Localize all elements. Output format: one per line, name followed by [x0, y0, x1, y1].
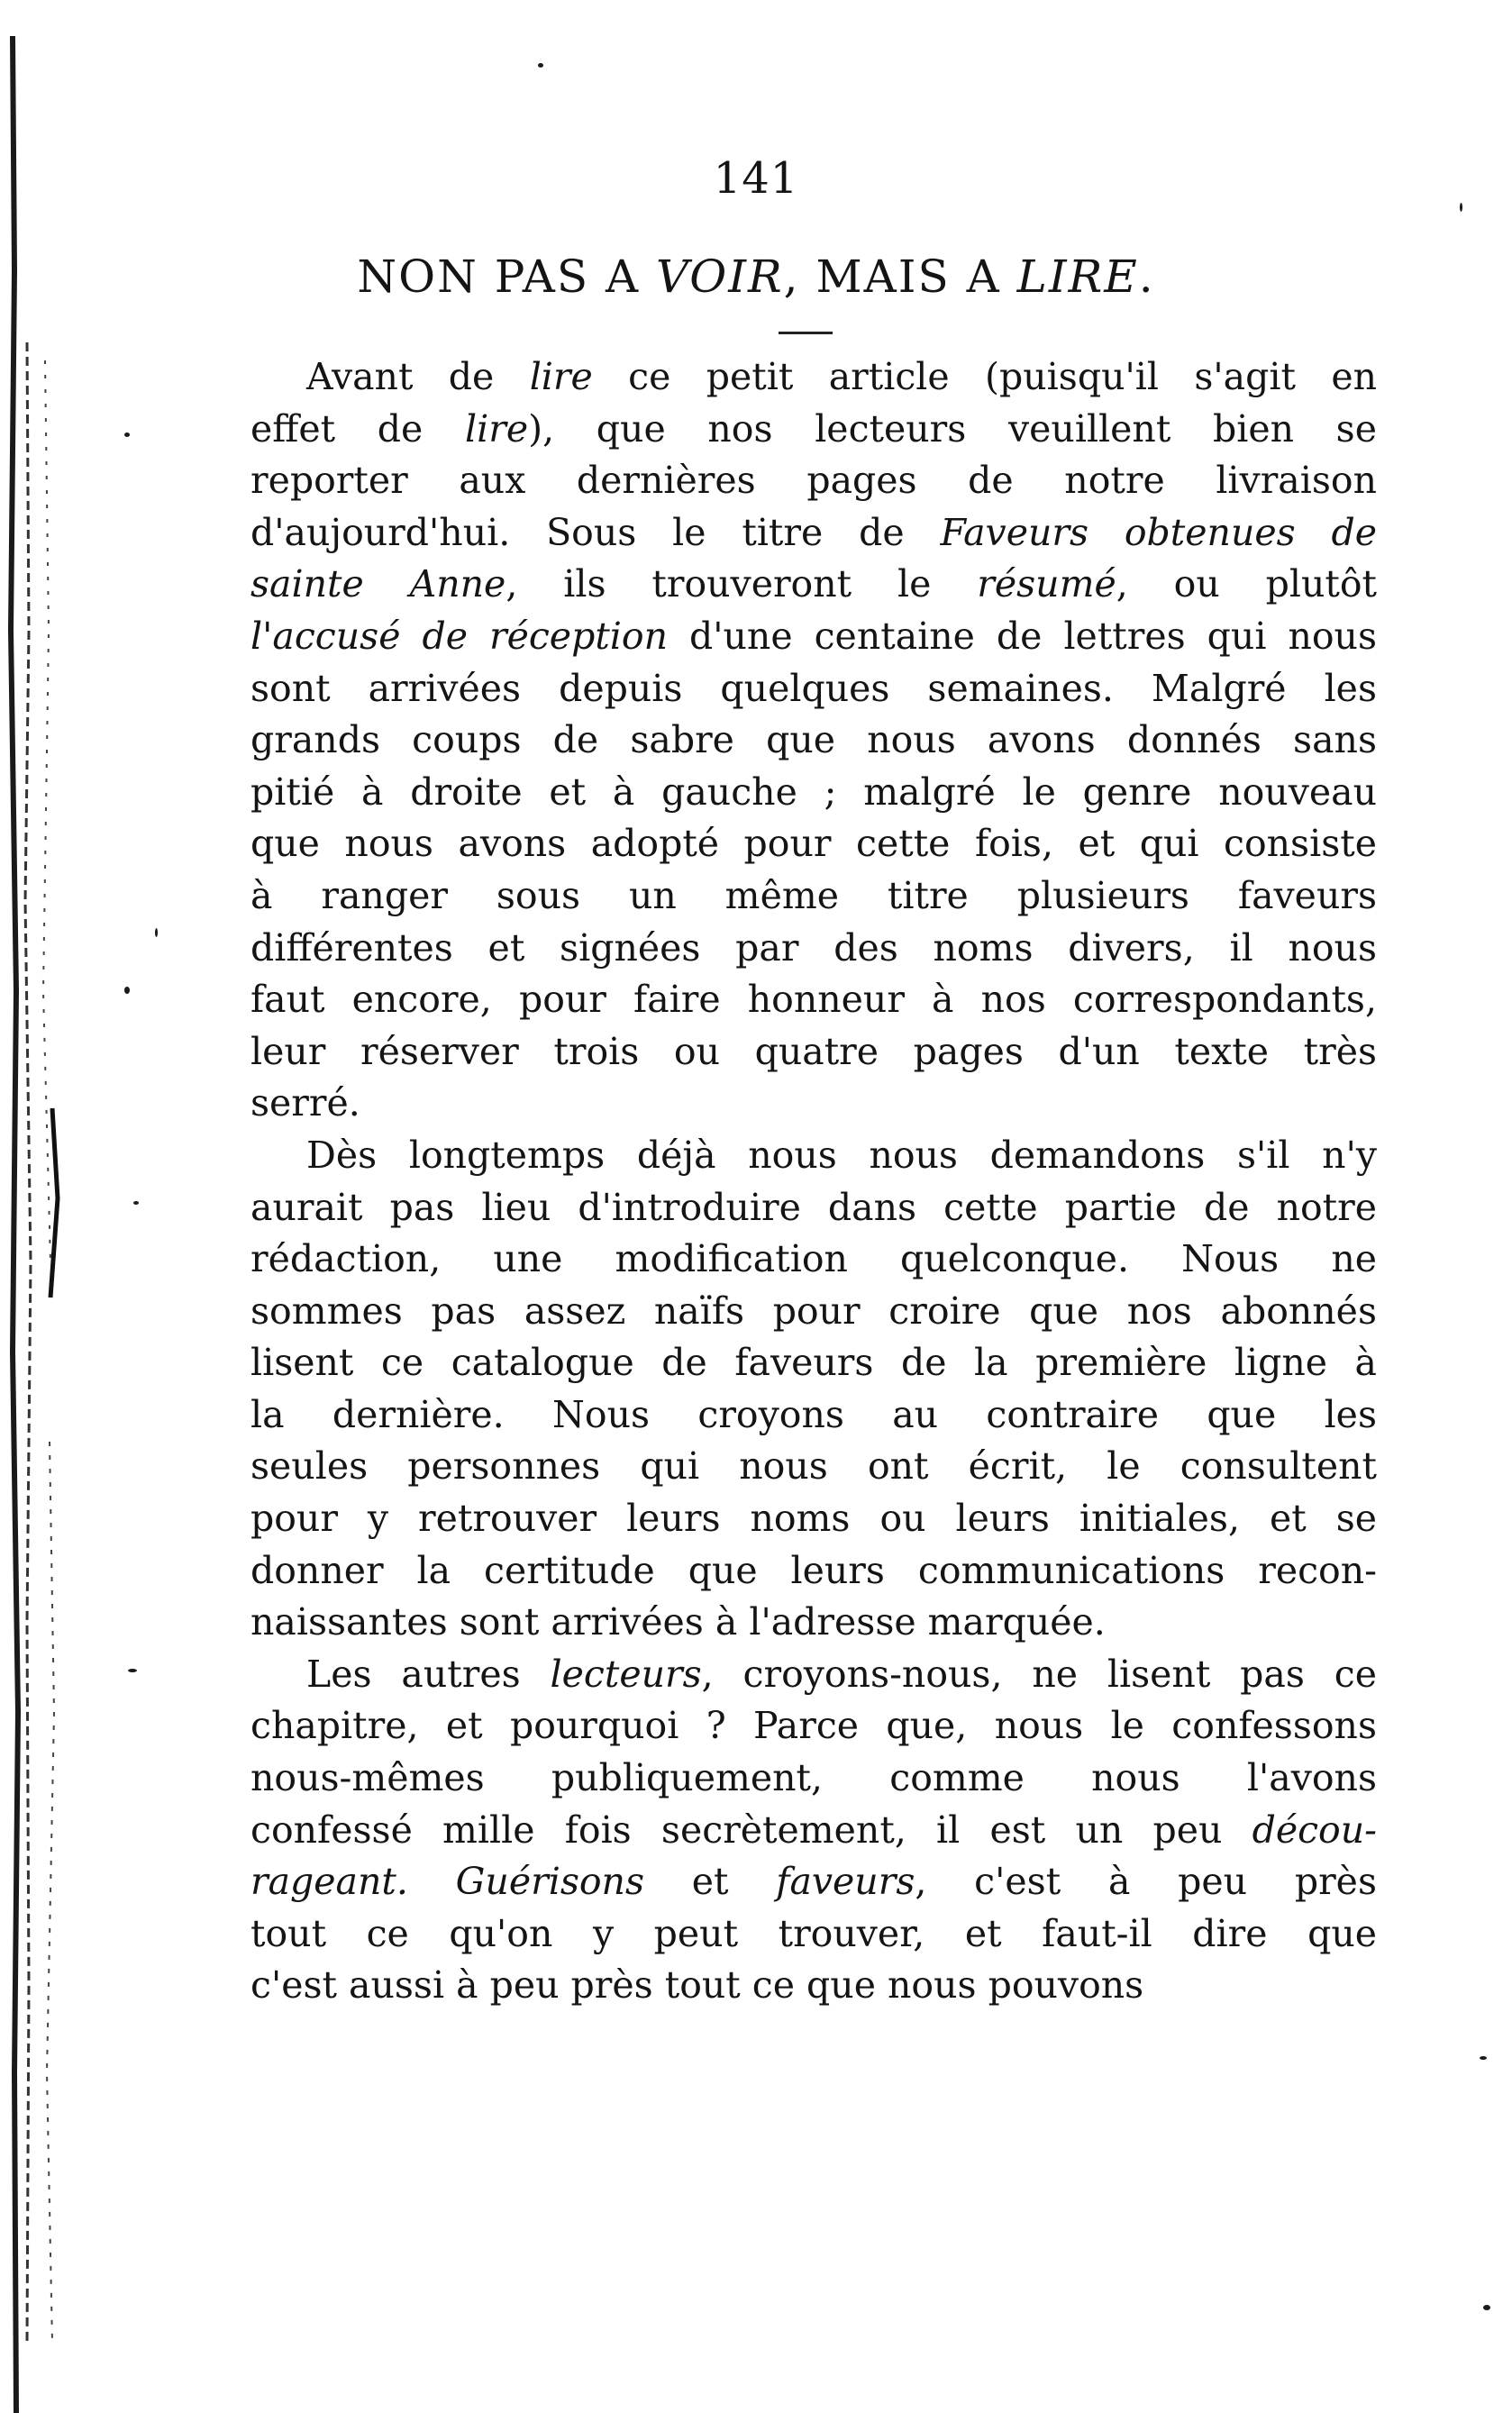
- italic-text: sainte Anne: [250, 562, 506, 606]
- text-run: c'est aussi à peu près tout ce que nous pouvons: [250, 1963, 1144, 2008]
- text-line: [250, 1649, 1377, 1701]
- text-run: d'une centaine de lettres qui nous: [668, 614, 1377, 658]
- text-line: [250, 404, 1377, 456]
- text-run: sont arrivées depuis quelques semaines. Malgré les: [250, 666, 1377, 710]
- text-line: [250, 870, 1377, 923]
- text-line: [250, 1441, 1377, 1493]
- article-body: [250, 351, 1377, 2012]
- italic-text: lire: [465, 406, 529, 451]
- ink-speck: [124, 433, 130, 437]
- italic-text: lecteurs: [550, 1652, 702, 1696]
- text-run: rédaction, une modification quelconque. Nous ne: [250, 1237, 1377, 1281]
- text-line: [250, 611, 1377, 663]
- text-run: nous-mêmes publiquement, comme nous l'avons: [250, 1756, 1377, 1800]
- text-run: d'aujourd'hui. Sous le titre de: [250, 510, 941, 554]
- text-line: [250, 1026, 1377, 1079]
- text-line: [250, 1234, 1377, 1286]
- text-line: [250, 715, 1377, 767]
- text-line: [250, 507, 1377, 560]
- text-run: reporter aux dernières pages de notre livraison: [250, 459, 1377, 503]
- text-line: [250, 1130, 1377, 1182]
- text-line: [250, 351, 1377, 404]
- text-line: [250, 974, 1377, 1026]
- text-run: leur réserver trois ou quatre pages d'un texte très: [250, 1029, 1377, 1073]
- text-run: confessé mille fois secrètement, il est un peu: [250, 1807, 1252, 1852]
- text-line: [250, 1078, 1377, 1130]
- italic-text: résumé: [977, 562, 1116, 606]
- text-run: à ranger sous un même titre plusieurs faveurs: [250, 873, 1377, 917]
- text-run: ), que nos lecteurs veuillent bien se: [528, 406, 1377, 451]
- text-line: [250, 818, 1377, 870]
- text-run: sommes pas assez naïfs pour croire que nos abonnés: [250, 1288, 1377, 1333]
- text-line: [250, 1908, 1377, 1961]
- italic-text: décou-: [1252, 1807, 1377, 1852]
- text-line: [250, 1805, 1377, 1857]
- ink-speck: [155, 928, 158, 937]
- text-run: aurait pas lieu d'introduire dans cette partie de notre: [250, 1185, 1377, 1229]
- text-line: [250, 663, 1377, 715]
- text-run: donner la certitude que leurs communications recon-: [250, 1548, 1377, 1592]
- text-run: différentes et signées par des noms divers, il nous: [250, 925, 1377, 970]
- text-run: serré.: [250, 1081, 360, 1125]
- ink-speck: [1480, 2056, 1487, 2060]
- text-run: et: [643, 1860, 777, 1904]
- ink-speck: [1483, 2305, 1490, 2310]
- text-line: [250, 1493, 1377, 1545]
- text-run: , ou plutôt: [1116, 562, 1377, 606]
- ink-speck: [128, 1669, 137, 1672]
- text-run: tout ce qu'on y peut trouver, et faut-il dire que: [250, 1911, 1377, 1955]
- text-line: [250, 767, 1377, 819]
- page-number: 141: [713, 153, 799, 204]
- text-run: faut encore, pour faire honneur à nos correspondants,: [250, 978, 1377, 1022]
- ink-speck: [124, 987, 130, 994]
- article-title: NON PAS A VOIR, MAIS A LIRE.: [357, 250, 1155, 303]
- text-run: Dès longtemps déjà nous nous demandons s'il n'y: [306, 1133, 1377, 1177]
- text-line: [250, 1753, 1377, 1805]
- italic-text: Faveurs obtenues de: [940, 510, 1377, 554]
- text-run: lisent ce catalogue de faveurs de la première ligne à: [250, 1341, 1377, 1385]
- text-run: , croyons-nous, ne lisent pas ce: [701, 1652, 1377, 1696]
- text-line: [250, 1286, 1377, 1338]
- italic-text: faveurs: [776, 1860, 915, 1904]
- text-run: grands coups de sabre que nous avons donnés sans: [250, 718, 1377, 762]
- text-run: chapitre, et pourquoi ? Parce que, nous le confessons: [250, 1704, 1377, 1748]
- title-rule: [779, 332, 833, 334]
- ink-speck: [538, 63, 543, 68]
- text-run: , c'est à peu près: [915, 1860, 1377, 1904]
- text-line: [250, 1856, 1377, 1908]
- text-run: naissantes sont arrivées à l'adresse marquée.: [250, 1600, 1106, 1644]
- text-line: [250, 1337, 1377, 1389]
- page-binding-edge: [0, 0, 108, 2413]
- italic-text: rageant. Guérisons: [250, 1860, 644, 1904]
- text-run: pour y retrouver leurs noms ou leurs initiales, et se: [250, 1497, 1377, 1541]
- text-line: [250, 1182, 1377, 1234]
- text-line: [250, 1960, 1377, 2012]
- text-run: effet de: [250, 406, 465, 451]
- italic-text: lire: [529, 355, 593, 398]
- text-line: [250, 1545, 1377, 1598]
- text-run: la dernière. Nous croyons au contraire que les: [250, 1392, 1377, 1436]
- text-line: [250, 923, 1377, 975]
- text-run: que nous avons adopté pour cette fois, et qui consiste: [250, 822, 1377, 866]
- italic-text: l'accusé de réception: [250, 614, 668, 658]
- text-run: Avant de: [306, 355, 530, 398]
- ink-speck: [133, 1201, 139, 1205]
- ink-speck: [1460, 203, 1462, 212]
- text-line: [250, 1700, 1377, 1753]
- text-run: ce petit article (puisqu'il s'agit en: [592, 355, 1377, 398]
- text-line: [250, 559, 1377, 611]
- text-line: [250, 455, 1377, 507]
- text-run: pitié à droite et à gauche ; malgré le genre nouveau: [250, 769, 1377, 814]
- text-run: , ils trouveront le: [506, 562, 978, 606]
- text-run: seules personnes qui nous ont écrit, le consultent: [250, 1444, 1377, 1489]
- text-line: [250, 1597, 1377, 1649]
- text-run: Les autres: [306, 1652, 551, 1696]
- text-line: [250, 1389, 1377, 1442]
